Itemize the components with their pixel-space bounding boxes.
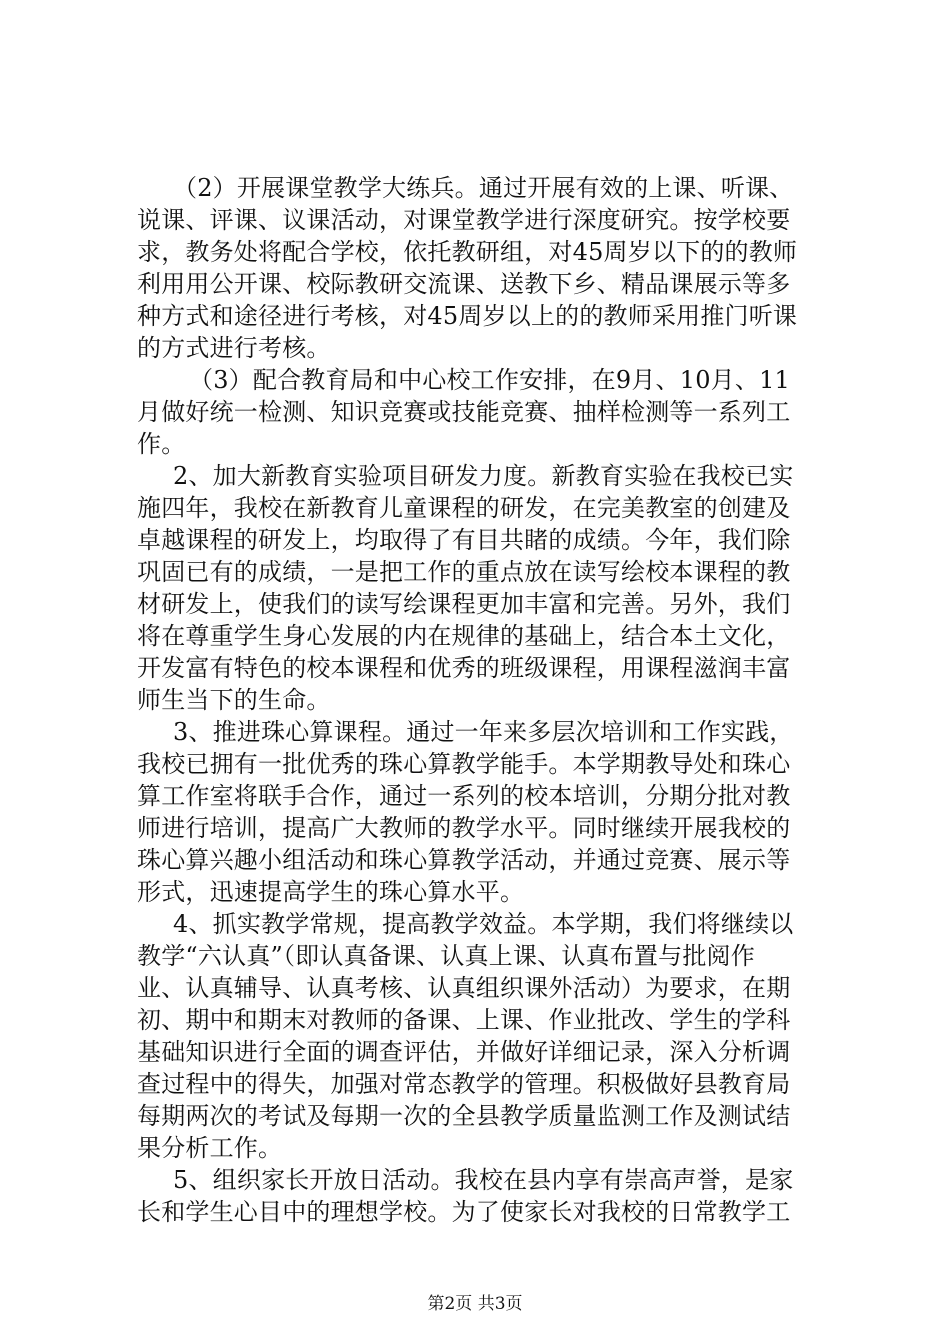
- text-line: 每期两次的考试及每期一次的全县教学质量监测工作及测试结: [137, 1102, 791, 1130]
- text-line: 的方式进行考核。: [137, 334, 331, 362]
- text-line: （3）配合教育局和中心校工作安排，在9月、10月、11: [189, 366, 791, 394]
- text-line: 基础知识进行全面的调查评估，并做好详细记录，深入分析调: [137, 1038, 791, 1066]
- text-line: 将在尊重学生身心发展的内在规律的基础上，结合本土文化，: [137, 622, 791, 650]
- text-line: 利用用公开课、校际教研交流课、送教下乡、精品课展示等多: [137, 270, 791, 298]
- text-line: 长和学生心目中的理想学校。为了使家长对我校的日常教学工: [137, 1198, 791, 1226]
- text-line: 我校已拥有一批优秀的珠心算教学能手。本学期教导处和珠心: [137, 750, 791, 778]
- text-line: 施四年，我校在新教育儿童课程的研发，在完美教室的创建及: [137, 494, 791, 522]
- text-line: 开发富有特色的校本课程和优秀的班级课程，用课程滋润丰富: [137, 654, 791, 682]
- text-line: 求，教务处将配合学校，依托教研组，对45周岁以下的的教师: [137, 238, 798, 266]
- text-line: 4、抓实教学常规，提高教学效益。本学期，我们将继续以: [173, 910, 794, 938]
- document-body: [137, 172, 827, 1228]
- text-line: 巩固已有的成绩，一是把工作的重点放在读写绘校本课程的教: [137, 558, 791, 586]
- text-line: 材研发上，使我们的读写绘课程更加丰富和完善。另外，我们: [137, 590, 791, 618]
- text-line: 初、期中和期末对教师的备课、上课、作业批改、学生的学科: [137, 1006, 791, 1034]
- text-line: 算工作室将联手合作，通过一系列的校本培训，分期分批对教: [137, 782, 791, 810]
- text-line: 形式，迅速提高学生的珠心算水平。: [137, 878, 525, 906]
- text-line: 2、加大新教育实验项目研发力度。新教育实验在我校已实: [173, 462, 794, 490]
- page-number-footer: 第2页 共3页: [427, 1294, 523, 1314]
- text-line: 3、推进珠心算课程。通过一年来多层次培训和工作实践，: [173, 718, 794, 746]
- text-line: 5、组织家长开放日活动。我校在县内享有崇高声誉，是家: [173, 1166, 794, 1194]
- text-line: 种方式和途径进行考核，对45周岁以上的的教师采用推门听课: [137, 302, 798, 330]
- text-line: 师生当下的生命。: [137, 686, 331, 714]
- text-line: 师进行培训，提高广大教师的教学水平。同时继续开展我校的: [137, 814, 791, 842]
- text-line: 教学“六认真”（即认真备课、认真上课、认真布置与批阅作: [137, 942, 755, 970]
- text-line: 卓越课程的研发上，均取得了有目共睹的成绩。今年，我们除: [137, 526, 791, 554]
- text-line: 说课、评课、议课活动，对课堂教学进行深度研究。按学校要: [137, 206, 791, 234]
- text-line: 珠心算兴趣小组活动和珠心算教学活动，并通过竞赛、展示等: [137, 846, 791, 874]
- text-line: （2）开展课堂教学大练兵。通过开展有效的上课、听课、: [173, 174, 794, 202]
- text-line: 业、认真辅导、认真考核、认真组织课外活动）为要求，在期: [137, 974, 791, 1002]
- text-line: 作。: [137, 430, 186, 458]
- text-line: 果分析工作。: [137, 1134, 283, 1162]
- text-line: 查过程中的得失，加强对常态教学的管理。积极做好县教育局: [137, 1070, 791, 1098]
- text-line: 月做好统一检测、知识竞赛或技能竞赛、抽样检测等一系列工: [137, 398, 791, 426]
